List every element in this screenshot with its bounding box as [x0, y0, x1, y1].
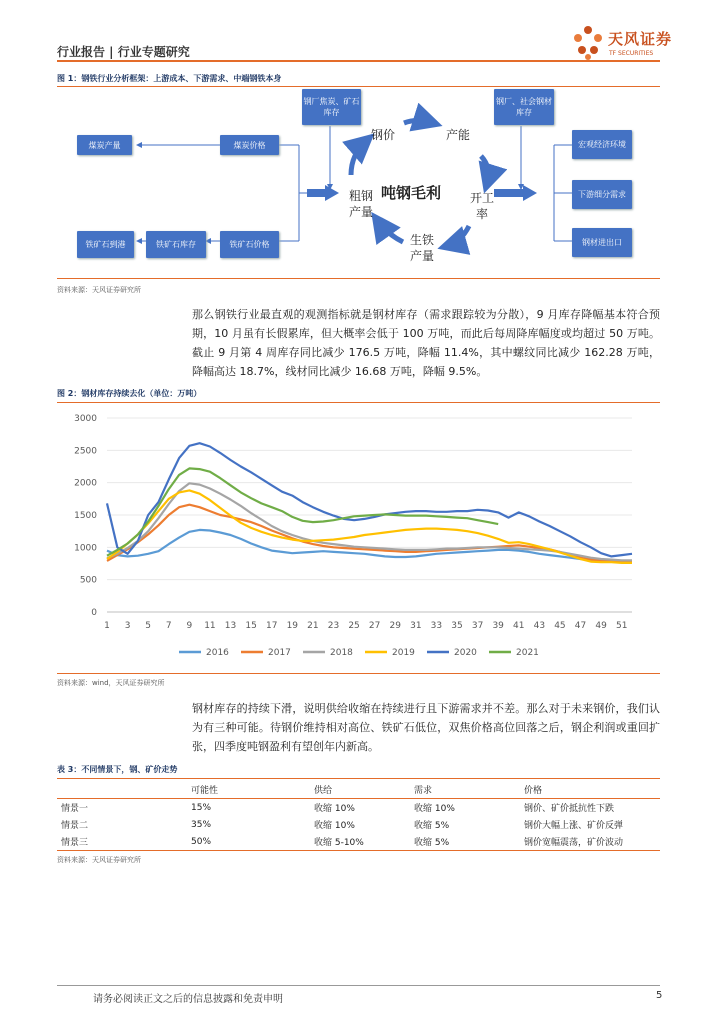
table-header-cell: 价格 — [520, 781, 660, 799]
logo-text-en: TF SECURITIES — [609, 50, 654, 57]
table-row — [57, 833, 660, 851]
x-tick-label: 27 — [368, 621, 381, 631]
footer-rule — [57, 985, 660, 986]
figure2-caption: 图 2：钢材库存持续去化（单位：万吨） — [57, 389, 202, 398]
x-tick-label: 45 — [554, 621, 566, 631]
table-header-cell — [57, 781, 187, 799]
table-header-cell: 需求 — [410, 781, 520, 799]
box-ore-stock: 铁矿石库存 — [146, 231, 206, 258]
x-tick-label: 47 — [574, 621, 587, 631]
scenario-table — [57, 781, 660, 851]
header-rule — [57, 60, 660, 62]
box-ore-port: 铁矿石到港 — [77, 231, 134, 258]
box-export: 钢材进出口 — [572, 228, 632, 257]
y-tick-label: 3000 — [74, 414, 97, 424]
x-tick-label: 11 — [204, 621, 216, 631]
table-row — [57, 816, 660, 833]
x-tick-label: 29 — [389, 621, 401, 631]
table-header-cell: 可能性 — [187, 781, 310, 799]
box-coal-output: 煤炭产量 — [77, 135, 132, 155]
series-line-2018 — [107, 483, 632, 560]
x-tick-label: 43 — [533, 621, 546, 631]
y-tick-label: 2000 — [74, 478, 97, 489]
legend-label: 2017 — [268, 648, 291, 658]
box-mill-social-stock: 钢厂、社会钢材库存 — [494, 89, 554, 125]
figure1-source: 资料来源：天风证券研究所 — [57, 286, 141, 294]
inventory-line-chart — [57, 403, 660, 673]
x-tick-label: 15 — [245, 621, 257, 631]
table-cell: 情景一 — [61, 804, 89, 814]
x-tick-label: 35 — [451, 621, 463, 631]
x-tick-label: 25 — [348, 621, 360, 631]
box-downstream: 下游细分需求 — [572, 180, 632, 209]
x-tick-label: 31 — [410, 621, 422, 631]
x-tick-label: 3 — [124, 621, 131, 631]
table-cell: 收缩 5% — [410, 833, 520, 851]
table-header-row — [57, 781, 660, 799]
table-cell: 收缩 10% — [314, 804, 355, 814]
legend-label: 2018 — [330, 648, 353, 658]
center-gross-margin: 吨钢毛利 — [381, 184, 442, 202]
paragraph-outlook: 钢材库存的持续下滑，说明供给收缩在持续进行且下游需求并不差。那么对于未来钢价，我们认为有三种可能。待钢价维持相对高位、铁矿石低位，双焦价格高位回落之后，钢企利润或重回扩张，四季度吨钢盈利有望创年内新高。 — [192, 702, 660, 753]
x-tick-label: 1 — [104, 621, 110, 631]
table-cell: 收缩 10% — [414, 804, 455, 814]
cycle-steel-price: 钢价 — [371, 128, 396, 142]
box-coal-price: 煤炭价格 — [220, 135, 279, 155]
box-macro: 宏观经济环境 — [572, 130, 632, 159]
x-tick-label: 5 — [145, 621, 152, 631]
x-tick-label: 33 — [430, 621, 443, 631]
x-tick-label: 41 — [513, 621, 525, 631]
figure2-source: 资料来源：wind，天风证券研究所 — [57, 679, 165, 687]
y-tick-label: 1000 — [74, 543, 97, 554]
table-cell: 情景二 — [61, 821, 89, 831]
table-cell: 15% — [191, 802, 212, 813]
table-header-cell: 供给 — [310, 781, 410, 799]
legend-label: 2019 — [392, 648, 415, 658]
table-row — [57, 799, 660, 817]
x-tick-label: 51 — [615, 621, 628, 631]
table-cell: 钢价、矿价抵抗性下跌 — [524, 804, 615, 814]
y-tick-label: 2500 — [74, 446, 97, 457]
legend-label: 2021 — [516, 648, 539, 658]
table3-source: 资料来源：天风证券研究所 — [57, 856, 141, 864]
x-tick-label: 21 — [307, 621, 319, 631]
x-tick-label: 7 — [165, 621, 172, 631]
page-number: 5 — [656, 990, 663, 1001]
cycle-pig-iron: 生铁产量 — [409, 233, 434, 263]
table-cell: 钢价大幅上涨、矿价反弹 — [524, 821, 624, 831]
x-tick-label: 13 — [224, 621, 237, 631]
y-tick-label: 0 — [91, 608, 97, 618]
x-tick-label: 37 — [471, 621, 484, 631]
x-tick-label: 39 — [492, 621, 504, 631]
y-tick-label: 1500 — [74, 511, 97, 521]
legend-label: 2016 — [206, 648, 229, 658]
legend-label: 2020 — [454, 648, 477, 658]
x-tick-label: 49 — [595, 621, 607, 631]
y-tick-label: 500 — [79, 575, 97, 586]
x-tick-label: 19 — [286, 621, 299, 631]
figure1-bottom-rule — [57, 278, 660, 279]
table-cell: 35% — [191, 819, 212, 830]
paragraph-inventory: 那么钢铁行业最直观的观测指标就是钢材库存（需求跟踪较为分散），9 月库存降幅基本符合预期，10 月虽有长假累库，但大概率会低于 100 万吨，而此后每周降库幅度或均超过 50 万吨。截止 9 月第 4 周库存同比减少 176.5 万吨，降幅 11.4%，其中螺纹同比减少 162.28 万吨，降幅高达 18.7%，线材同比减少 16.68 万吨，降幅 9.5%。 — [192, 308, 660, 378]
report-header-title: 行业报告 | 行业专题研究 — [57, 45, 190, 59]
x-tick-label: 23 — [327, 621, 340, 631]
x-tick-label: 17 — [265, 621, 278, 631]
figure2-bottom-rule — [57, 673, 660, 674]
box-mill-coke-ore-stock: 钢厂焦炭、矿石库存 — [302, 89, 361, 125]
cycle-crude-steel: 粗钢产量 — [348, 189, 373, 219]
x-tick-label: 9 — [186, 621, 193, 631]
table-cell: 钢价宽幅震荡，矿价波动 — [520, 833, 660, 851]
table-cell: 50% — [187, 833, 310, 851]
cycle-capacity: 产能 — [446, 128, 471, 142]
table3-top-rule — [57, 778, 660, 779]
box-ore-price: 铁矿石价格 — [220, 231, 279, 258]
cycle-utilization: 开工率 — [469, 191, 494, 221]
table-cell: 收缩 5-10% — [310, 833, 410, 851]
logo-mark-icon — [570, 24, 606, 62]
figure1-caption: 图 1：钢铁行业分析框架：上游成本、下游需求、中端钢铁本身 — [57, 74, 282, 83]
table-cell: 情景三 — [57, 833, 187, 851]
table3-caption: 表 3：不同情景下，钢、矿价走势 — [57, 765, 178, 774]
series-line-2020 — [107, 443, 632, 556]
company-logo — [570, 24, 680, 62]
footer-disclaimer: 请务必阅读正文之后的信息披露和免责申明 — [93, 994, 283, 1005]
table-cell: 收缩 10% — [314, 821, 355, 831]
table-cell: 收缩 5% — [414, 821, 450, 831]
logo-text-cn: 天风证券 — [608, 30, 673, 48]
